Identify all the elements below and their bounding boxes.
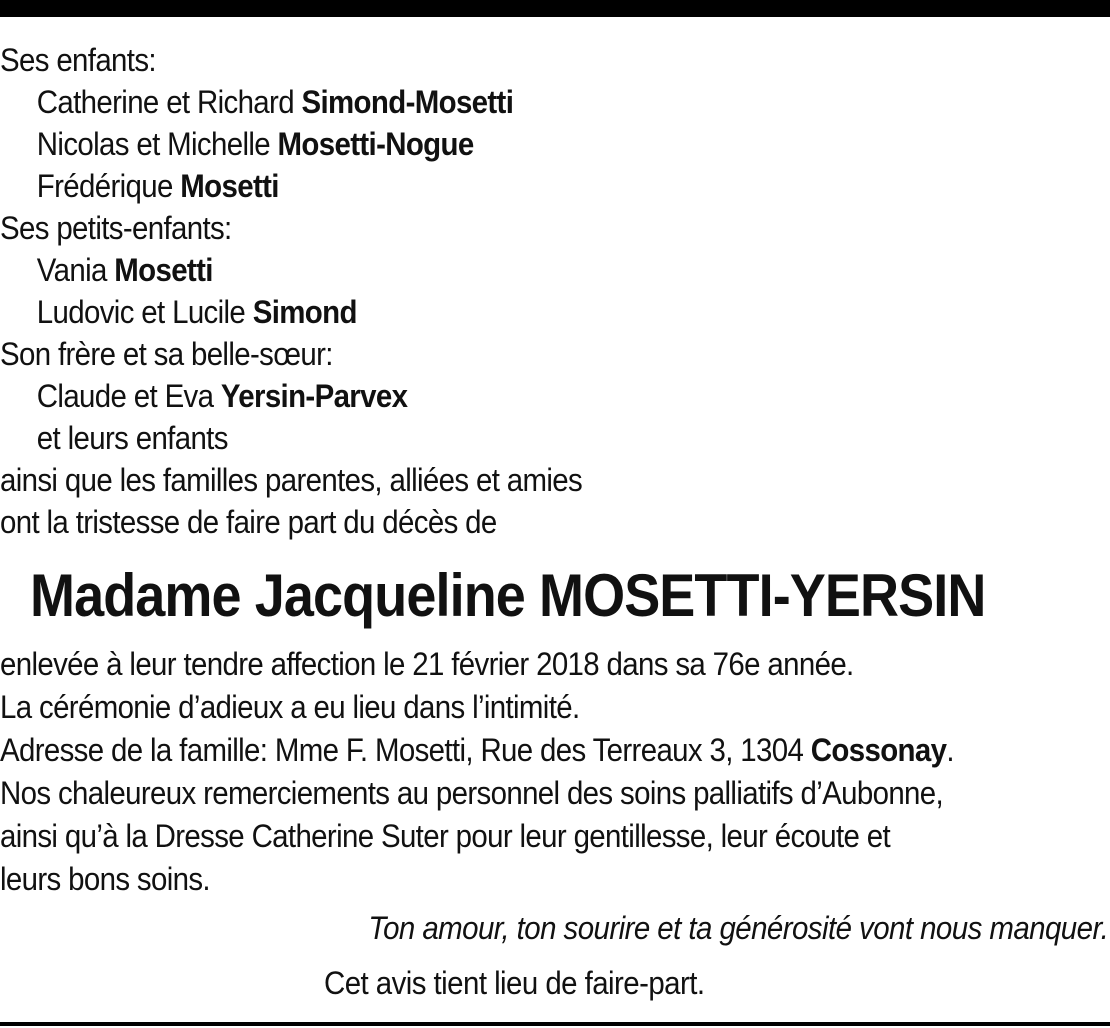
address-city: Cossonay [810, 732, 947, 768]
bottom-border [0, 1022, 1110, 1026]
grandchild-surname: Mosetti [114, 252, 213, 288]
address-text: Adresse de la famille: Mme F. Mosetti, Rue des Terreaux 3, 1304 [0, 732, 804, 768]
notice-line: Cet avis tient lieu de faire-part. [324, 965, 705, 1001]
grandchild-entry [0, 291, 1019, 333]
child-entry [0, 123, 1019, 165]
child-entry [0, 165, 1019, 207]
thanks-line-2: ainsi qu’à la Dresse Catherine Suter pour leur gentillesse, leur écoute et [0, 818, 891, 854]
deceased-name: Madame Jacqueline MOSETTI-YERSIN [30, 562, 986, 629]
closing-line-1: ainsi que les familles parentes, alliées et amies [0, 462, 583, 498]
child-surname: Simond-Mosetti [301, 84, 514, 120]
grandchild-first-names: Ludovic et Lucile [36, 294, 246, 330]
sibling-entry [0, 375, 1019, 417]
details-paragraph [0, 643, 1108, 901]
sibling-first-names: Claude et Eva [36, 378, 214, 414]
grandchild-surname: Simond [252, 294, 357, 330]
details-line-2: La cérémonie d’adieux a eu lieu dans l’intimité. [0, 689, 580, 725]
children-heading: Ses enfants: [0, 42, 156, 78]
child-first-names: Catherine et Richard [36, 84, 294, 120]
siblings-heading: Son frère et sa belle-sœur: [0, 336, 333, 372]
address-period: . [946, 732, 954, 768]
thanks-line-3: leurs bons soins. [0, 861, 210, 897]
child-first-names: Nicolas et Michelle [36, 126, 270, 162]
family-address [0, 729, 1019, 772]
child-surname: Mosetti [180, 168, 279, 204]
child-first-names: Frédérique [36, 168, 173, 204]
details-line-1: enlevée à leur tendre affection le 21 février 2018 dans sa 76e année. [0, 646, 854, 682]
thanks-line-1: Nos chaleureux remerciements au personnel des soins palliatifs d’Aubonne, [0, 775, 944, 811]
family-list [0, 39, 1108, 543]
child-surname: Mosetti-Nogue [277, 126, 474, 162]
child-entry [0, 81, 1019, 123]
closing-line-2: ont la tristesse de faire part du décès de [0, 504, 497, 540]
siblings-note: et leurs enfants [36, 420, 228, 456]
grandchild-entry [0, 249, 1019, 291]
sibling-surname: Yersin-Parvex [220, 378, 408, 414]
grandchild-first-names: Vania [36, 252, 107, 288]
memorial-quote: Ton amour, ton sourire et ta générosité vont nous manquer. [368, 910, 1108, 946]
grandchildren-heading: Ses petits-enfants: [0, 210, 232, 246]
top-border [0, 0, 1110, 17]
